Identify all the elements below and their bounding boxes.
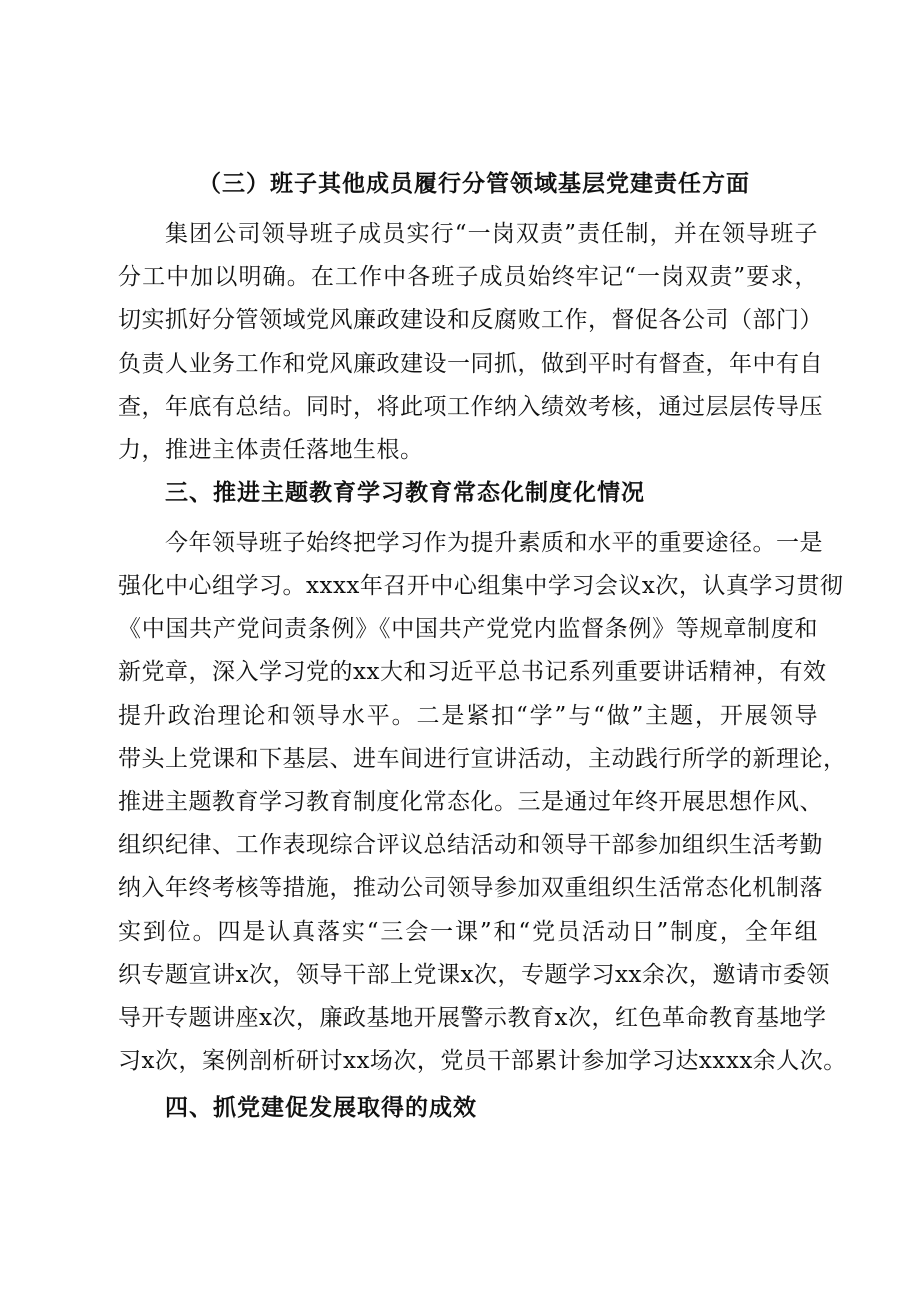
paragraph1-line: 集团公司领导班子成员实行“一岗双责”责任制，并在领导班子 (165, 221, 818, 247)
paragraph1-line: 切实抓好分管领域党风廉政建设和反腐败工作，督促各公司（部门） (118, 307, 823, 333)
paragraph1-line: 查，年底有总结。同时，将此项工作纳入绩效考核，通过层层传导压 (118, 394, 823, 420)
paragraph2-line: 今年领导班子始终把学习作为提升素质和水平的重要途径。一是 (165, 530, 823, 556)
paragraph2-line: 《中国共产党问责条例》《中国共产党党内监督条例》等规章制度和 (118, 616, 818, 642)
paragraph1-line: 力，推进主体责任落地生根。 (118, 437, 424, 463)
section-4-heading: 四、抓党建促发展取得的成效 (165, 1095, 477, 1121)
paragraph1-line: 分工中加以明确。在工作中各班子成员始终牢记“一岗双责”要求， (118, 264, 818, 290)
paragraph2-line: 推进主题教育学习教育制度化常态化。三是通过年终开展思想作风、 (118, 789, 823, 815)
paragraph2-line: 带头上党课和下基层、进车间进行宣讲活动，主动践行所学的新理论， (118, 746, 847, 772)
paragraph2-line: 新党章，深入学习党的xx大和习近平总书记系列重要讲话精神，有效 (118, 659, 827, 685)
paragraph2-line: 提升政治理论和领导水平。二是紧扣“学”与“做”主题，开展领导 (118, 703, 818, 729)
paragraph2-line: 实到位。四是认真落实“三会一课”和“党员活动日”制度，全年组 (118, 919, 818, 945)
paragraph2-line: 纳入年终考核等措施，推动公司领导参加双重组织生活常态化机制落 (118, 875, 823, 901)
paragraph2-line: 习x次，案例剖析研讨xx场次，党员干部累计参加学习达xxxx余人次。 (118, 1048, 847, 1074)
section-3-heading: 三、推进主题教育学习教育常态化制度化情况 (165, 480, 645, 506)
paragraph1-line: 负责人业务工作和党风廉政建设一同抓，做到平时有督查，年中有自 (118, 351, 823, 377)
paragraph2-line: 织专题宣讲x次，领导干部上党课x次，专题学习xx余次，邀请市委领 (118, 962, 830, 988)
subsection-heading: （三）班子其他成员履行分管领域基层党建责任方面 (198, 171, 750, 197)
paragraph2-line: 导开专题讲座x次，廉政基地开展警示教育x次，红色革命教育基地学 (118, 1005, 827, 1031)
paragraph2-line: 组织纪律、工作表现综合评议总结活动和领导干部参加组织生活考勤 (118, 832, 823, 858)
paragraph2-line: 强化中心组学习。xxxx年召开中心组集中学习会议x次，认真学习贯彻 (118, 573, 844, 599)
